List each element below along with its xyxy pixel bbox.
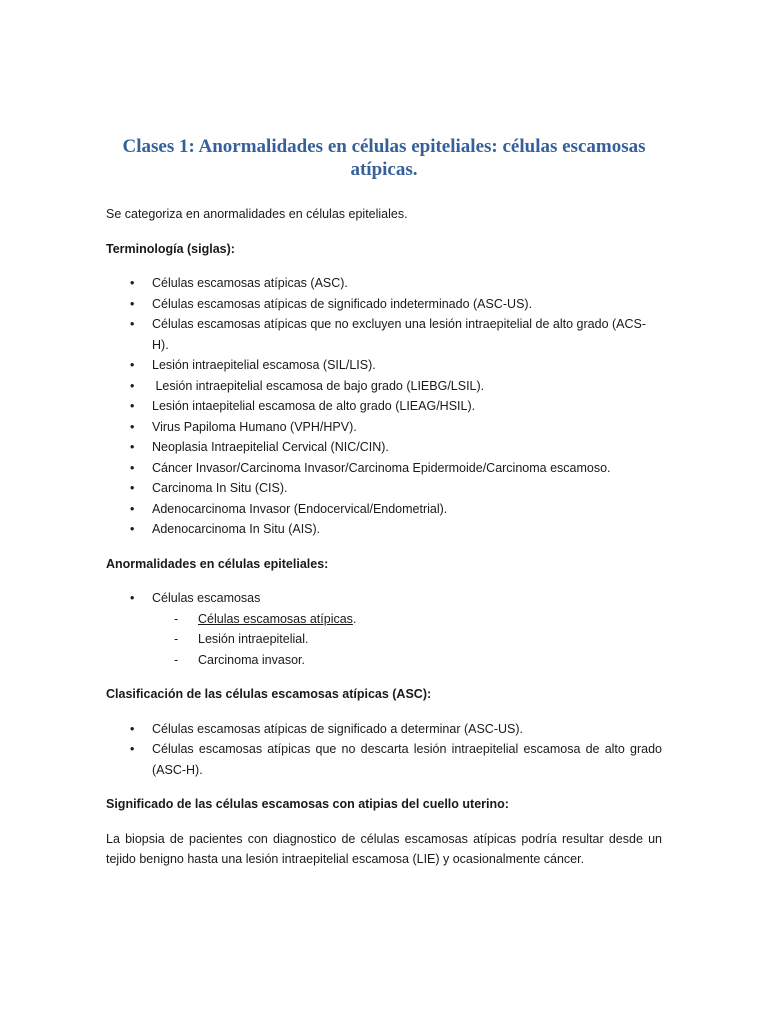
abnormalities-heading: Anormalidades en células epiteliales:	[106, 556, 329, 571]
terminology-heading: Terminología (siglas):	[106, 241, 235, 256]
list-item: • Neoplasia Intraepitelial Cervical (NIC/CIN).	[106, 437, 662, 458]
bullet-icon: •	[130, 317, 135, 331]
abnormalities-sublist	[106, 609, 662, 671]
terminology-list	[106, 273, 662, 540]
list-item: • Células escamosas atípicas de significado a determinar (ASC-US).	[106, 719, 662, 740]
list-item: • Células escamosas atípicas que no excluyen una lesión intraepitelial de alto grado (ACS-H).	[106, 314, 662, 355]
list-item: • Células escamosas	[106, 588, 662, 609]
list-item: • Adenocarcinoma In Situ (AIS).	[106, 519, 662, 540]
list-item: - Lesión intraepitelial.	[106, 629, 662, 650]
list-item: • Adenocarcinoma Invasor (Endocervical/Endometrial).	[106, 499, 662, 520]
list-item: • Cáncer Invasor/Carcinoma Invasor/Carcinoma Epidermoide/Carcinoma escamoso.	[106, 458, 662, 479]
list-item: • Lesión intraepitelial escamosa (SIL/LIS).	[106, 355, 662, 376]
list-item: • Carcinoma In Situ (CIS).	[106, 478, 662, 499]
bullet-icon: •	[130, 419, 135, 434]
dash-icon: -	[174, 611, 179, 626]
bullet-icon: •	[130, 742, 135, 756]
document-title: Clases 1: Anormalidades en células epiteliales: células escamosas atípicas.	[122, 135, 646, 180]
list-item: - Carcinoma invasor.	[106, 650, 662, 671]
bullet-icon: •	[130, 460, 135, 475]
bullet-icon: •	[130, 399, 135, 413]
intro-paragraph: Se categoriza en anormalidades en células epiteliales.	[106, 207, 408, 221]
bullet-icon: •	[130, 296, 135, 311]
list-item: • Virus Papiloma Humano (VPH/HPV).	[106, 417, 662, 438]
bullet-icon: •	[130, 481, 135, 495]
bullet-icon: •	[130, 501, 135, 516]
dash-icon: -	[174, 632, 179, 646]
list-item: • Células escamosas atípicas que no descarta lesión intraepitelial escamosa de alto grado (ASC-H).	[106, 739, 662, 780]
bullet-icon: •	[130, 276, 135, 290]
bullet-icon: •	[130, 591, 135, 605]
document-body	[106, 204, 662, 884]
bullet-icon: •	[130, 440, 135, 454]
abnormalities-list	[106, 588, 662, 609]
classification-heading: Clasificación de las células escamosas atípicas (ASC):	[106, 687, 432, 701]
list-item: • Células escamosas atípicas (ASC).	[106, 273, 662, 294]
list-item: • Células escamosas atípicas de significado indeterminado (ASC-US).	[106, 294, 662, 315]
meaning-paragraph: La biopsia de pacientes con diagnostico de células escamosas atípicas podría resultar desde un tejido benigno hasta una lesión intraepitelial escamosa (LIE) y ocasionalmente cáncer.	[106, 831, 662, 866]
meaning-heading: Significado de las células escamosas con atipias del cuello uterino:	[106, 797, 509, 811]
list-item: - Células escamosas atípicas.	[106, 609, 662, 630]
bullet-icon: •	[130, 721, 135, 736]
list-item: • Lesión intaepitelial escamosa de alto grado (LIEAG/HSIL).	[106, 396, 662, 417]
classification-list	[106, 719, 662, 781]
dash-icon: -	[174, 652, 179, 667]
bullet-icon: •	[130, 358, 135, 372]
bullet-icon: •	[130, 378, 135, 393]
list-item: • Lesión intraepitelial escamosa de bajo grado (LIEBG/LSIL).	[106, 376, 662, 397]
bullet-icon: •	[130, 522, 135, 536]
